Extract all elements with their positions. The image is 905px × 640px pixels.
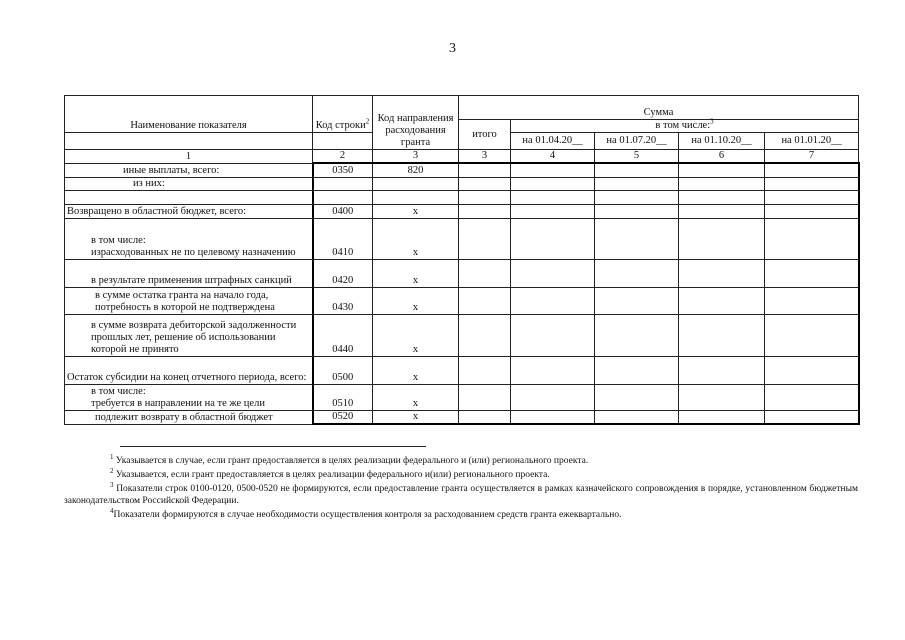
row-code: 0510 <box>313 384 373 410</box>
table-row <box>65 314 859 356</box>
row-name: в сумме остатка гранта на начало года, потребность в которой не подтверждена <box>65 287 313 314</box>
row-code: 0420 <box>313 259 373 287</box>
page-number: 3 <box>449 41 456 56</box>
table-row <box>65 384 859 410</box>
row-direction: x <box>373 410 459 424</box>
header-code-direction: Код направления расходования гранта <box>373 96 459 150</box>
row-code <box>313 190 373 204</box>
row-name: в том числе: требуется в направлении на те же цели <box>65 384 313 410</box>
row-code: 0350 <box>313 163 373 177</box>
col-number: 7 <box>765 150 859 164</box>
col-number: 2 <box>313 150 373 164</box>
row-direction: 820 <box>373 163 459 177</box>
header-sum: Сумма <box>459 96 859 120</box>
row-name: в сумме возврата дебиторской задолженности прошлых лет, решение об использовании которой не принято <box>65 314 313 356</box>
row-name: из них: <box>65 177 313 190</box>
row-code: 0410 <box>313 218 373 259</box>
col-number: 3 <box>459 150 511 164</box>
table-row <box>65 356 859 384</box>
row-name: Остаток субсидии на конец отчетного периода, всего: <box>65 356 313 384</box>
table-row <box>65 204 859 218</box>
row-code: 0500 <box>313 356 373 384</box>
table-row <box>65 177 859 190</box>
col-number: 4 <box>511 150 595 164</box>
col-number: 5 <box>595 150 679 164</box>
footnote-separator <box>120 446 426 447</box>
header-total: итого <box>459 120 511 150</box>
table-row <box>65 410 859 424</box>
row-direction: x <box>373 204 459 218</box>
row-direction: x <box>373 314 459 356</box>
row-direction: x <box>373 218 459 259</box>
header-date-1: на 01.04.20__ <box>511 133 595 150</box>
row-direction: x <box>373 287 459 314</box>
footnotes <box>64 452 858 523</box>
report-table <box>64 95 860 425</box>
header-date-2: на 01.07.20__ <box>595 133 679 150</box>
header-name: Наименование показателя <box>65 96 313 133</box>
col-number: 1 <box>65 150 313 164</box>
footnote: $^3$ Показатели строк 0100-0120, 0500-0520 не формируются, если предоставление гранта осуществляется в рамках казначейского сопровождения в порядке, установленном бюджетным законодательством Российской Федерации. <box>64 480 858 506</box>
table-row <box>65 259 859 287</box>
table-row <box>65 163 859 177</box>
col-number: 3 <box>373 150 459 164</box>
header-including: в том числе:$^3$ <box>511 120 859 133</box>
row-name: в том числе: израсходованных не по целевому назначению <box>65 218 313 259</box>
row-name <box>65 190 313 204</box>
table-row <box>65 218 859 259</box>
footnote: $^1$ Указывается в случае, если грант предоставляется в целях реализации федерального и (или) регионального проекта. <box>110 452 589 466</box>
col-number: 6 <box>679 150 765 164</box>
row-direction: x <box>373 384 459 410</box>
header-code-row: Код строки$^2$ <box>313 96 373 133</box>
row-name: иные выплаты, всего: <box>65 163 313 177</box>
row-name: Возвращено в областной бюджет, всего: <box>65 204 313 218</box>
row-code: 0400 <box>313 204 373 218</box>
row-code <box>313 177 373 190</box>
footnote: $^2$ Указывается, если грант предоставляется в целях реализации федерального и(или) регионального проекта. <box>110 466 550 480</box>
row-code: 0520 <box>313 410 373 424</box>
header-date-3: на 01.10.20__ <box>679 133 765 150</box>
row-code: 0430 <box>313 287 373 314</box>
row-direction <box>373 177 459 190</box>
footnote: $^4$Показатели формируются в случае необходимости осуществления контроля за расходованием средств гранта ежеквартально. <box>110 506 622 520</box>
table-row <box>65 190 859 204</box>
row-code: 0440 <box>313 314 373 356</box>
table-row <box>65 287 859 314</box>
row-name: подлежит возврату в областной бюджет <box>65 410 313 424</box>
row-direction: x <box>373 259 459 287</box>
row-name: в результате применения штрафных санкций <box>65 259 313 287</box>
row-direction <box>373 190 459 204</box>
row-direction: x <box>373 356 459 384</box>
header-date-4: на 01.01.20__ <box>765 133 859 150</box>
